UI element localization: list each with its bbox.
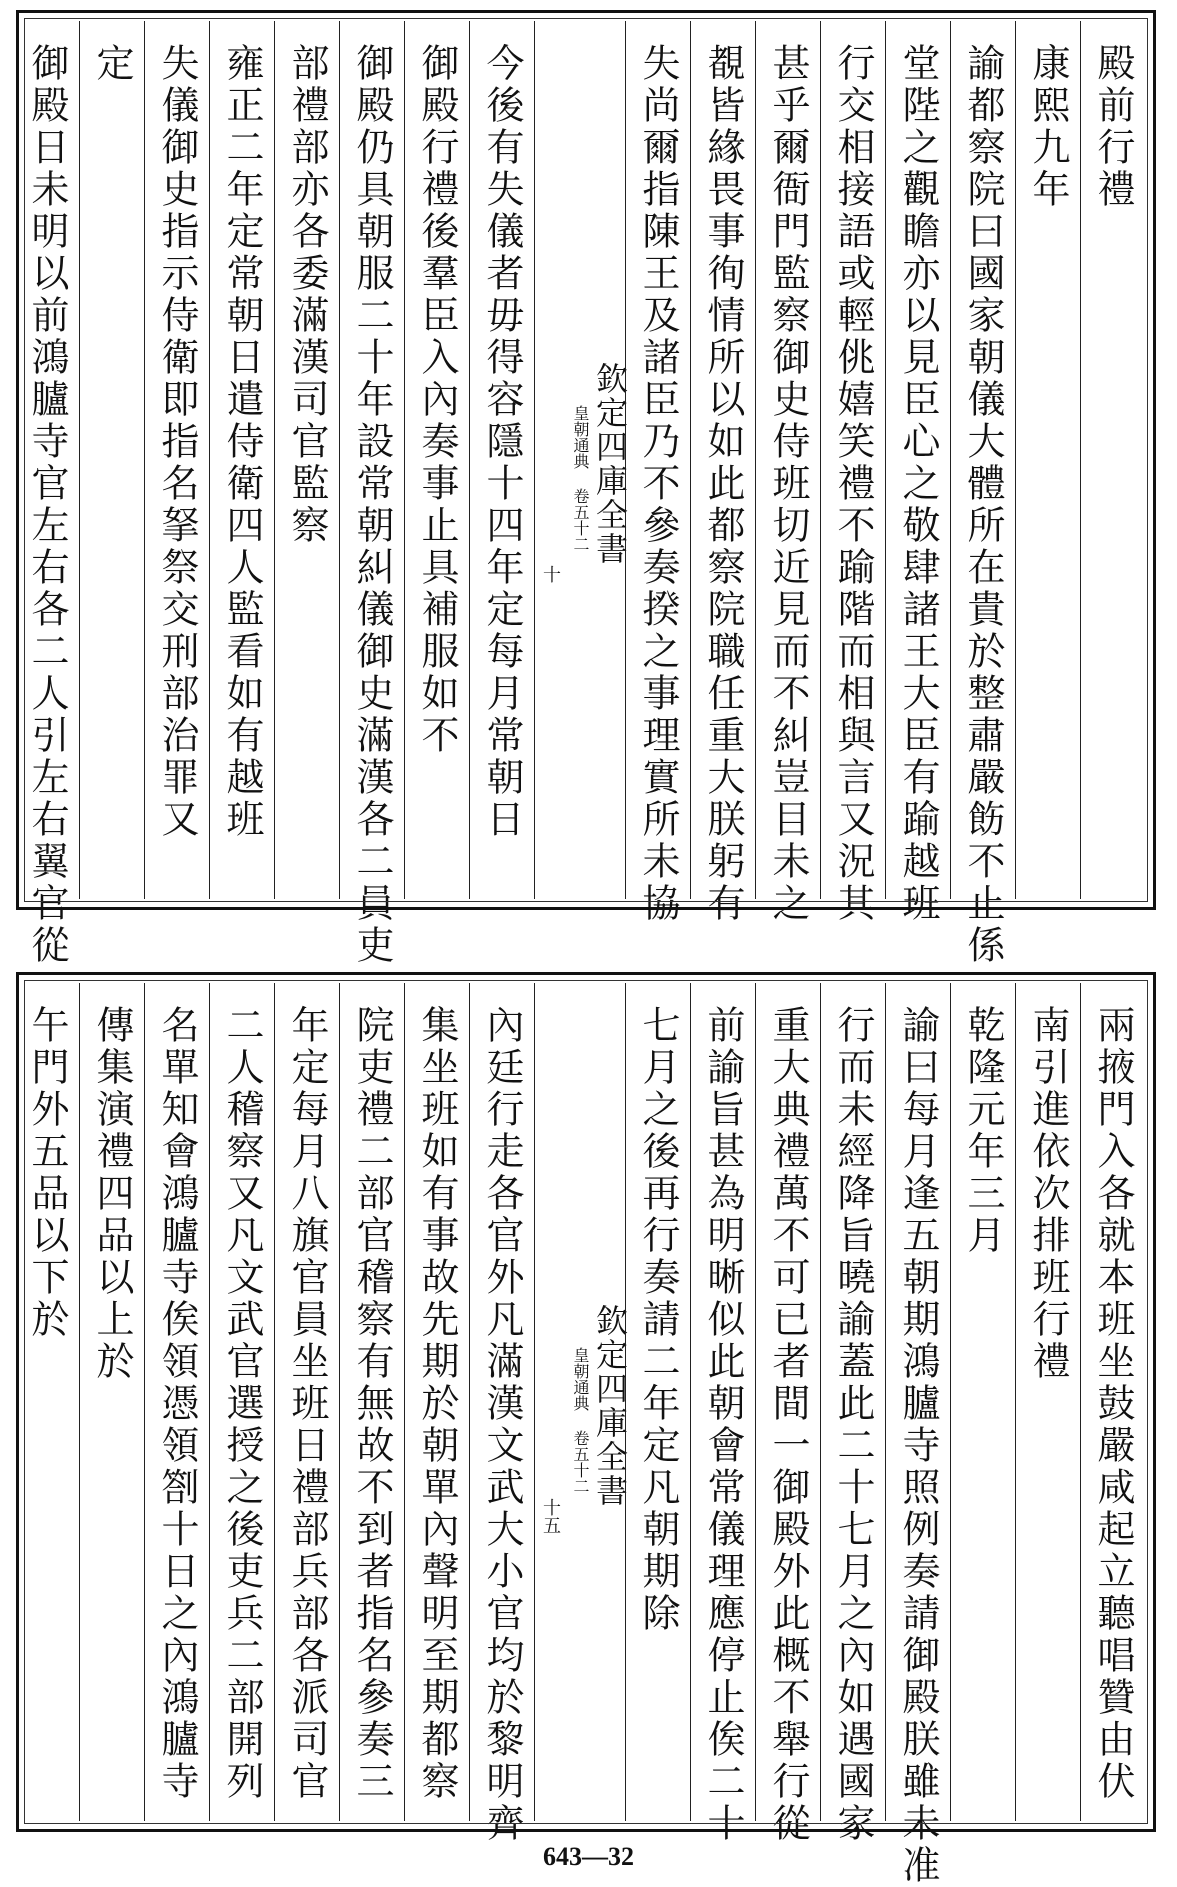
leaf-number: 十五 [540,1498,561,1534]
text-column: 今後有失儀者毋得容隱十四年定每月常朝日 [469,21,534,899]
text-column: 傳集演禮四品以上於 [79,983,144,1821]
page-number: 643—32 [543,1842,634,1871]
text-column: 集坐班如有事故先期於朝單內聲明至期都察 [404,983,469,1821]
text-column: 午門外五品以下於 [25,1005,69,1341]
text-column: 行交相接語或輕佻嬉笑禮不踰階而相與言又況其 [820,21,885,899]
text-column: 院吏禮二部官稽察有無故不到者指名參奏三 [339,983,404,1821]
text-column: 名單知會鴻臚寺俟領憑領劄十日之內鴻臚寺 [144,983,209,1821]
text-column: 堂陛之觀瞻亦以見臣心之敬肆諸王大臣有踰越班 [885,21,950,899]
text-column: 兩掖門入各就本班坐鼓嚴咸起立聽唱贊由伏 [1080,983,1145,1821]
text-column: 年定每月八旗官員坐班日禮部兵部各派司官 [274,983,339,1821]
top-page [16,10,1156,967]
text-column: 康熙九年 [1015,21,1080,899]
text-column: 覩皆緣畏事徇情所以如此都察院職任重大朕躬有 [690,21,755,899]
book-title: 欽定四庫全書 [591,362,629,566]
text-column: 前諭旨甚為明晰似此朝會常儀理應停止俟二十 [690,983,755,1821]
text-column: 重大典禮萬不可已者間一御殿外此概不舉行從 [755,983,820,1821]
volume-label: 皇朝通典 卷五十二 [571,404,590,552]
center-margin [534,983,629,1821]
text-column: 二人稽察又凡文武官選授之後吏兵二部開列 [209,983,274,1821]
text-column: 御殿日未明以前鴻臚寺官左右各二人引左右翼官從 [25,43,69,967]
text-column: 內廷行走各官外凡滿漢文武大小官均於黎明齊 [469,983,534,1821]
text-column: 殿前行禮 [1080,21,1145,899]
text-column: 南引進依次排班行禮 [1015,983,1080,1821]
text-column: 諭曰每月逢五朝期鴻臚寺照例奏請御殿朕雖未准 [885,983,950,1821]
text-column: 定 [79,21,144,899]
text-column: 失儀御史指示侍衛即指名拏祭交刑部治罪又 [144,21,209,899]
text-column: 諭都察院曰國家朝儀大體所在貴於整肅嚴飭不止係 [950,21,1015,899]
center-margin [534,21,629,899]
text-column: 乾隆元年三月 [950,983,1015,1821]
text-column: 御殿行禮後羣臣入內奏事止具補服如不 [404,21,469,899]
top-page-columns [25,21,1145,967]
text-column: 七月之後再行奏請二年定凡朝期除 [625,983,690,1821]
book-title: 欽定四庫全書 [591,1304,629,1508]
text-column: 雍正二年定常朝日遣侍衛四人監看如有越班 [209,21,274,899]
text-column: 行而未經降旨曉諭蓋此二十七月之內如遇國家 [820,983,885,1821]
text-column: 甚乎爾衙門監察御史侍班切近見而不糾豈目未之 [755,21,820,899]
text-column: 失尚爾指陳王及諸臣乃不參奏揆之事理實所未協 [625,21,690,899]
text-column: 部禮部亦各委滿漢司官監察 [274,21,339,899]
volume-label: 皇朝通典 卷五十二 [571,1346,590,1494]
leaf-number: 十 [540,565,561,583]
text-column: 御殿仍具朝服二十年設常朝糾儀御史滿漢各二員吏 [339,21,404,899]
